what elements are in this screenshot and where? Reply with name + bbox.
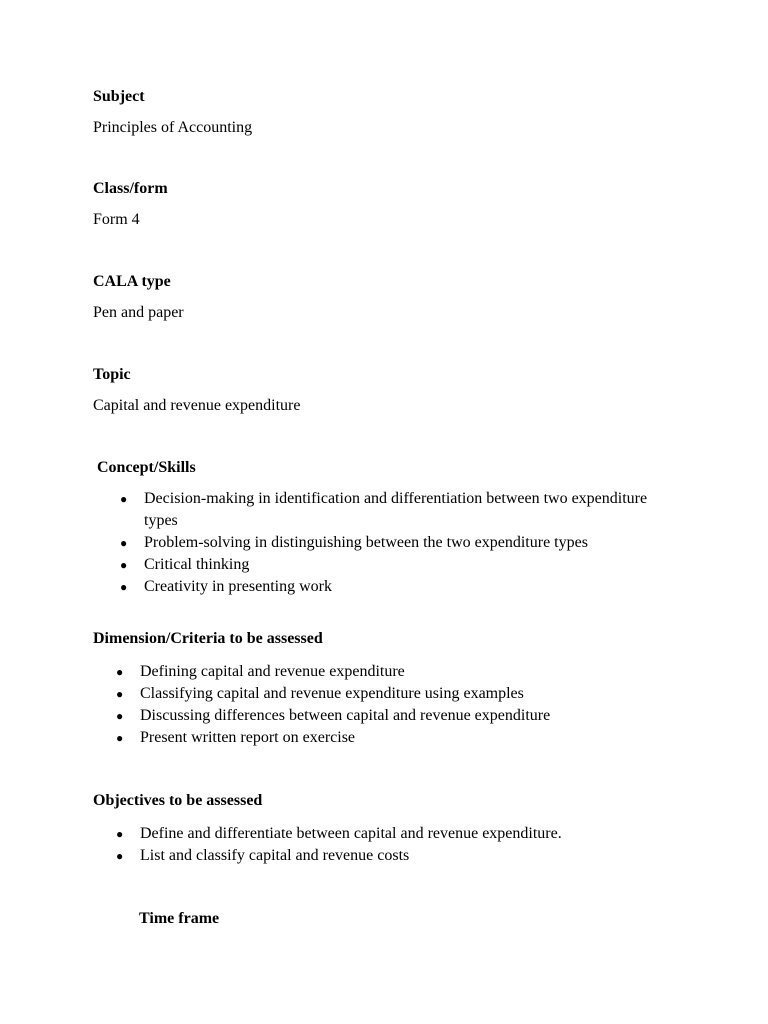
list-item-text: Problem-solving in distinguishing between the two expenditure types (144, 534, 588, 551)
bullet-icon: ● (116, 731, 124, 745)
list-item-text: Classifying capital and revenue expenditure using examples (140, 685, 524, 702)
dimension-criteria-list (116, 661, 676, 749)
cala-type-value: Pen and paper (93, 304, 184, 321)
bullet-icon: ● (116, 687, 124, 701)
bullet-icon: ● (120, 558, 128, 572)
objectives-heading: Objectives to be assessed (93, 792, 263, 809)
time-frame-heading: Time frame (139, 910, 220, 927)
class-form-heading: Class/form (93, 180, 168, 197)
topic-heading: Topic (93, 366, 131, 383)
list-item (120, 576, 680, 598)
bullet-icon: ● (116, 709, 124, 723)
list-item-text: Creativity in presenting work (144, 578, 332, 595)
concept-skills-list (120, 488, 680, 598)
list-item-text: List and classify capital and revenue costs (140, 847, 410, 864)
bullet-icon: ● (116, 665, 124, 679)
list-item (120, 554, 680, 576)
cala-type-heading: CALA type (93, 273, 171, 290)
subject-value: Principles of Accounting (93, 119, 253, 136)
list-item (116, 661, 676, 683)
list-item (116, 845, 676, 867)
list-item (116, 823, 676, 845)
list-item (120, 532, 680, 554)
list-item (116, 683, 676, 705)
topic-value: Capital and revenue expenditure (93, 397, 301, 414)
objectives-list (116, 823, 676, 867)
list-item-text: Critical thinking (144, 556, 250, 573)
list-item (116, 705, 676, 727)
list-item (120, 488, 680, 532)
bullet-icon: ● (120, 580, 128, 594)
bullet-icon: ● (120, 536, 128, 550)
list-item-text: Decision-making in identification and differentiation between two expenditure types (144, 490, 648, 529)
bullet-icon: ● (116, 849, 124, 863)
subject-heading: Subject (93, 88, 145, 105)
list-item-text: Present written report on exercise (140, 729, 356, 746)
list-item (116, 727, 676, 749)
class-form-value: Form 4 (93, 211, 140, 228)
concept-skills-heading: Concept/Skills (97, 459, 196, 476)
bullet-icon: ● (116, 827, 124, 841)
dimension-criteria-heading: Dimension/Criteria to be assessed (93, 630, 323, 647)
list-item-text: Define and differentiate between capital and revenue expenditure. (140, 825, 562, 842)
bullet-icon: ● (120, 492, 128, 506)
list-item-text: Discussing differences between capital and revenue expenditure (140, 707, 551, 724)
list-item-text: Defining capital and revenue expenditure (140, 663, 405, 680)
